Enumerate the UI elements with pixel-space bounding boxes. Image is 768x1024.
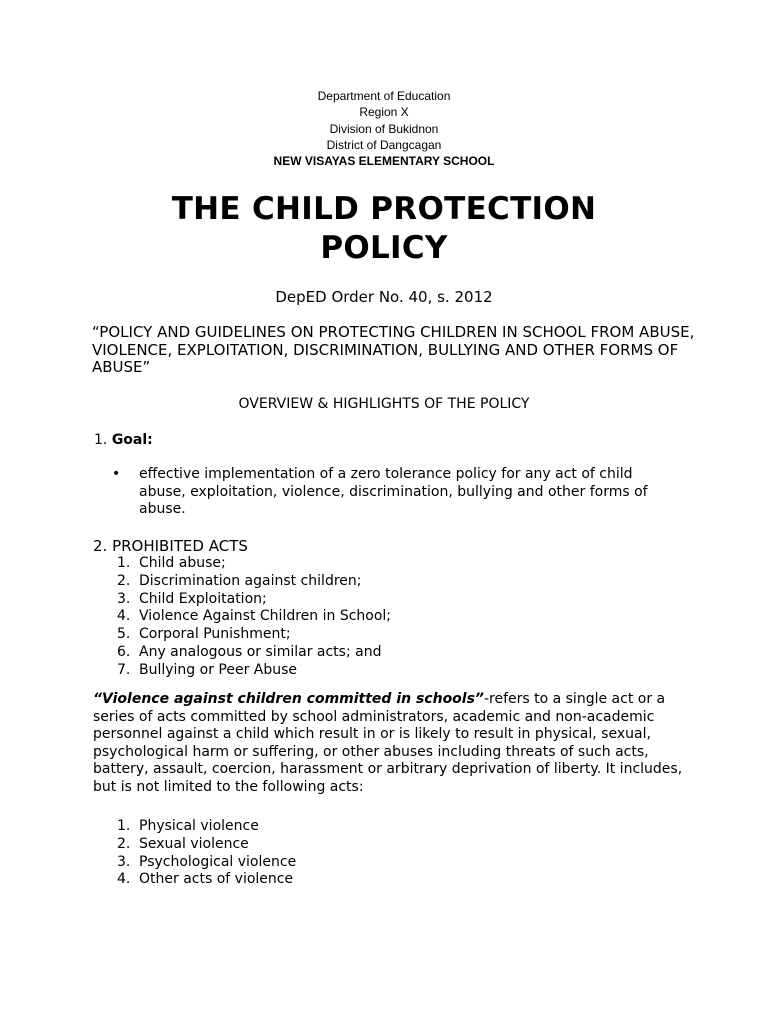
item-number: 3. [117,590,131,607]
item-number: 1. [117,555,131,571]
item-text: Violence Against Children in School; [139,608,392,625]
violence-definition [93,691,683,797]
item-number: 2. [117,835,131,852]
bullet-icon: • [112,466,121,482]
goal-bullet-text: effective implementation of a zero tolerance policy for any act of child abuse, exploitation, violence, discrimination, bullying and other forms of abuse. [139,466,648,518]
item-text: Other acts of violence [139,871,294,888]
list-item [117,818,296,836]
item-number: 7. [117,661,131,678]
list-item [117,662,391,680]
goal-number: 1. [94,432,108,448]
item-number: 5. [117,626,131,643]
list-item [117,626,391,644]
prohibited-acts-list [117,555,391,680]
item-number: 4. [117,608,131,625]
item-text: Physical violence [139,818,259,834]
item-text: Discrimination against children; [139,572,362,589]
letterhead-region: Region X [359,105,409,120]
list-item [117,836,296,854]
letterhead-department: Department of Education [317,89,451,103]
policy-quote: “POLICY AND GUIDELINES ON PROTECTING CHILDREN IN SCHOOL FROM ABUSE, VIOLENCE, EXPLOITATION, DISCRIMINATION, BULLYING AND OTHER FORMS OF ABUSE” [92,323,695,377]
title-line-2: POLICY [320,230,448,266]
violence-acts-list [117,818,296,889]
item-text: Corporal Punishment; [139,626,291,643]
item-number: 3. [117,853,131,870]
list-item [117,608,391,626]
list-item [112,466,672,519]
letterhead-division: Division of Bukidnon [329,121,439,136]
goal-heading [94,432,153,449]
item-text: Bullying or Peer Abuse [139,661,298,678]
goal-bullet-list [112,466,672,519]
item-text: Psychological violence [139,853,297,870]
document-title [0,190,768,268]
list-item [117,555,391,573]
item-number: 2. [117,572,131,589]
list-item [117,573,391,591]
letterhead-school: NEW VISAYAS ELEMENTARY SCHOOL [273,154,495,169]
item-text: Child abuse; [139,555,226,571]
list-item [117,871,296,889]
letterhead-district: District of Dangcagan [326,137,442,152]
item-text: Child Exploitation; [139,590,267,607]
item-text: Any analogous or similar acts; and [139,643,382,660]
title-line-1: THE CHILD PROTECTION [171,191,597,227]
letterhead [0,88,768,169]
overview-heading: OVERVIEW & HIGHLIGHTS OF THE POLICY [238,396,530,412]
definition-term: “Violence against children committed in schools” [93,691,484,707]
deped-order: DepED Order No. 40, s. 2012 [275,288,493,306]
goal-label: Goal: [111,432,153,448]
prohibited-acts-heading: 2. PROHIBITED ACTS [93,537,248,555]
item-number: 1. [117,818,131,834]
list-item [117,644,391,662]
definition-text: -refers to a single act or a series of acts committed by school administrators, academic and non-academic personnel against a child which result in or is likely to result in physical, sexual, psychological harm or suffering, or other abuses including threats of such acts, battery, assault, coercion, harassment or arbitrary deprivation of liberty. It includes, but is not limited to the following acts: [93,691,683,795]
list-item [117,591,391,609]
list-item [117,854,296,872]
item-number: 4. [117,871,131,888]
item-text: Sexual violence [139,835,249,852]
item-number: 6. [117,643,131,660]
